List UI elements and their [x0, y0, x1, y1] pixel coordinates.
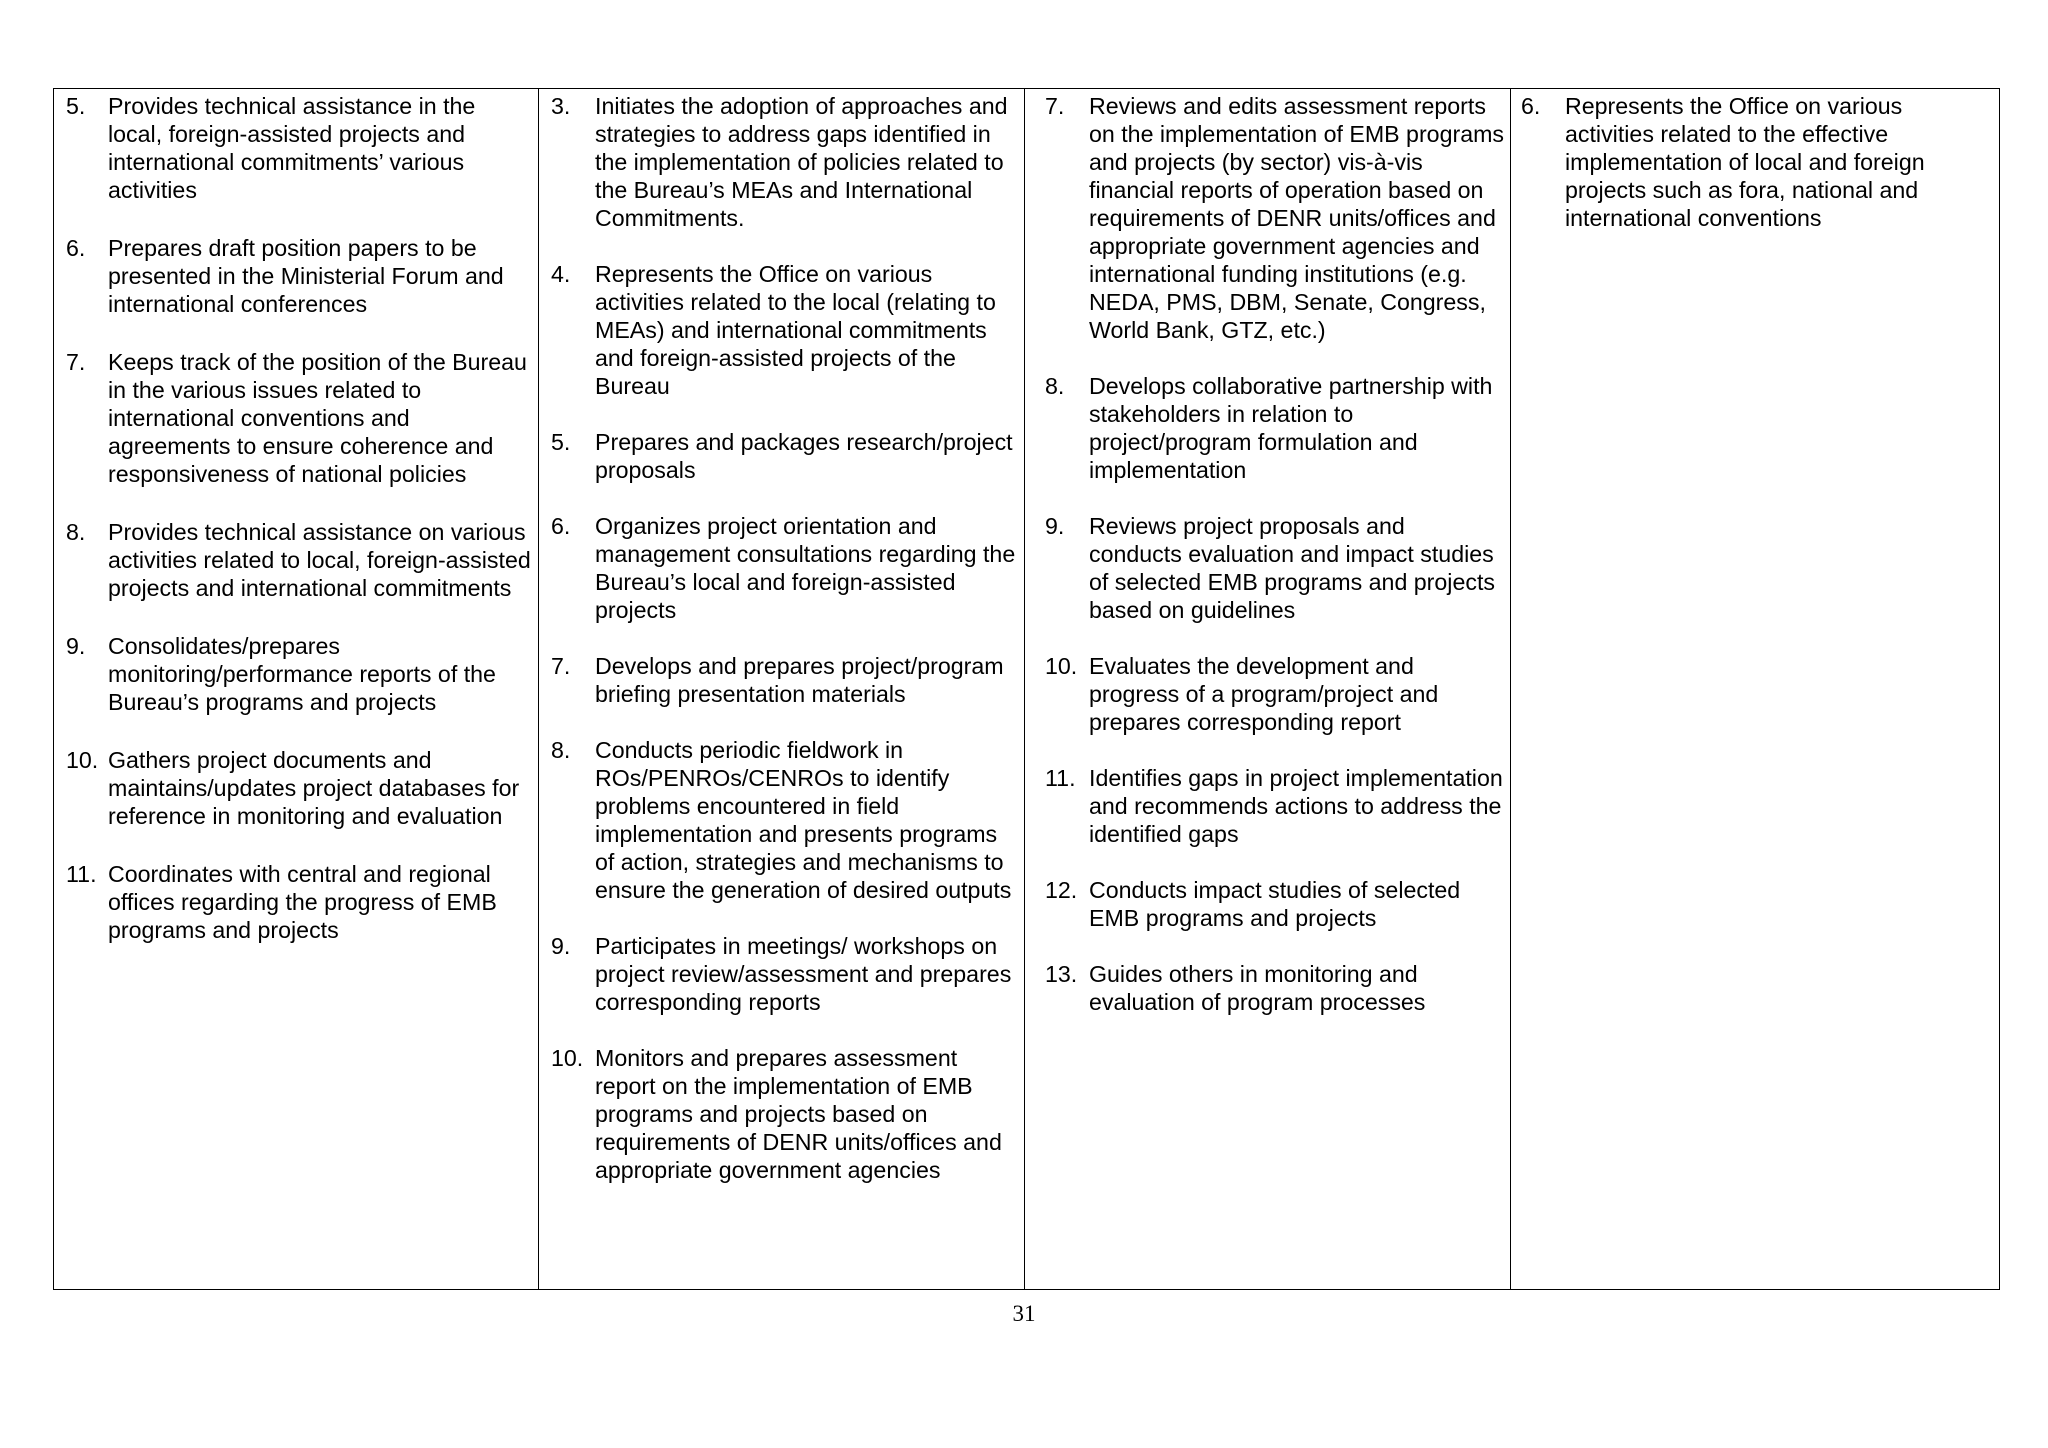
item-text: Reviews project proposals and conducts evaluation and impact studies of selected EMB programs and projects based on guidelines	[1089, 513, 1495, 623]
list-item	[1521, 92, 1993, 232]
item-number: 10.	[551, 1045, 584, 1071]
item-text: Prepares draft position papers to be presented in the Ministerial Forum and international conferences	[108, 235, 504, 317]
item-number: 9.	[1045, 513, 1065, 539]
list-item	[66, 746, 532, 830]
item-number: 6.	[551, 513, 571, 539]
item-text: Provides technical assistance in the local, foreign-assisted projects and international commitments’ various activities	[108, 93, 476, 203]
item-text: Participates in meetings/ workshops on project review/assessment and prepares corresponding reports	[595, 933, 1012, 1015]
list-item	[551, 428, 1016, 484]
item-number: 8.	[1045, 373, 1065, 399]
item-number: 4.	[551, 261, 571, 287]
item-number: 5.	[66, 93, 86, 119]
list-item	[551, 652, 1016, 708]
column-2-list	[539, 89, 1024, 1184]
item-number: 10.	[66, 747, 99, 773]
list-item	[1045, 92, 1504, 344]
item-number: 10.	[1045, 653, 1078, 679]
list-item	[1045, 960, 1504, 1016]
item-text: Develops and prepares project/program briefing presentation materials	[595, 653, 1004, 707]
list-item	[1045, 512, 1504, 624]
item-number: 6.	[66, 235, 86, 261]
list-item	[66, 518, 532, 602]
item-number: 7.	[1045, 93, 1065, 119]
item-text: Conducts periodic fieldwork in ROs/PENROs/CENROs to identify problems encountered in field implementation and presents programs of action, strategies and mechanisms to ensure the generation of desired outputs	[595, 737, 1012, 903]
list-item	[66, 860, 532, 944]
item-number: 9.	[66, 633, 86, 659]
item-number: 13.	[1045, 961, 1078, 987]
item-text: Represents the Office on various activities related to the local (relating to MEAs) and international commitments and foreign-assisted projects of the Bureau	[595, 261, 996, 399]
list-item	[551, 932, 1016, 1016]
list-item	[1045, 652, 1504, 736]
list-item	[66, 92, 532, 204]
item-text: Initiates the adoption of approaches and strategies to address gaps identified in the implementation of policies related to the Bureau’s MEAs and International Commitments.	[595, 93, 1008, 231]
column-3-cell	[1025, 89, 1511, 1290]
item-text: Guides others in monitoring and evaluation of program processes	[1089, 961, 1426, 1015]
list-item	[551, 92, 1016, 232]
item-number: 6.	[1521, 93, 1541, 119]
item-number: 7.	[551, 653, 571, 679]
item-text: Consolidates/prepares monitoring/performance reports of the Bureau’s programs and projects	[108, 633, 496, 715]
column-2-cell	[539, 89, 1025, 1290]
item-number: 8.	[551, 737, 571, 763]
list-item	[1045, 876, 1504, 932]
item-number: 11.	[1045, 765, 1076, 791]
list-item	[551, 260, 1016, 400]
item-number: 11.	[66, 861, 97, 887]
list-item	[1045, 764, 1504, 848]
list-item	[551, 736, 1016, 904]
item-text: Gathers project documents and maintains/updates project databases for reference in monitoring and evaluation	[108, 747, 520, 829]
item-text: Develops collaborative partnership with stakeholders in relation to project/program formulation and implementation	[1089, 373, 1493, 483]
item-number: 9.	[551, 933, 571, 959]
item-text: Monitors and prepares assessment report on the implementation of EMB programs and projects based on requirements of DENR units/offices and appropriate government agencies	[595, 1045, 1002, 1183]
table-row	[54, 89, 2000, 1290]
item-number: 12.	[1045, 877, 1078, 903]
item-number: 7.	[66, 349, 86, 375]
item-text: Keeps track of the position of the Bureau in the various issues related to international conventions and agreements to ensure coherence and responsiveness of national policies	[108, 349, 527, 487]
column-4-cell	[1511, 89, 2000, 1290]
list-item	[66, 348, 532, 488]
list-item	[1045, 372, 1504, 484]
list-item	[66, 234, 532, 318]
item-number: 8.	[66, 519, 86, 545]
list-item	[551, 512, 1016, 624]
item-text: Organizes project orientation and management consultations regarding the Bureau’s local and foreign-assisted projects	[595, 513, 1016, 623]
item-text: Identifies gaps in project implementation and recommends actions to address the identified gaps	[1089, 765, 1503, 847]
item-text: Conducts impact studies of selected EMB programs and projects	[1089, 877, 1461, 931]
item-text: Provides technical assistance on various activities related to local, foreign-assisted projects and international commitments	[108, 519, 531, 601]
item-text: Represents the Office on various activities related to the effective implementation of local and foreign projects such as fora, national and international conventions	[1565, 93, 1925, 231]
column-4-list	[1511, 89, 1999, 232]
column-3-list	[1025, 89, 1510, 1016]
item-text: Reviews and edits assessment reports on the implementation of EMB programs and projects (by sector) vis-à-vis financial reports of operation based on requirements of DENR units/offices and appropriate government agencies and international funding institutions (e.g. NEDA, PMS, DBM, Senate, Congress, World Bank, GTZ, etc.)	[1089, 93, 1504, 343]
column-1-list	[54, 89, 538, 944]
page-number: 31	[1012, 1301, 1036, 1326]
duties-table	[53, 88, 2000, 1290]
list-item	[66, 632, 532, 716]
item-text: Evaluates the development and progress of a program/project and prepares corresponding report	[1089, 653, 1439, 735]
item-number: 5.	[551, 429, 571, 455]
item-text: Prepares and packages research/project proposals	[595, 429, 1013, 483]
column-1-cell	[54, 89, 539, 1290]
item-text: Coordinates with central and regional offices regarding the progress of EMB programs and projects	[108, 861, 497, 943]
item-number: 3.	[551, 93, 571, 119]
list-item	[551, 1044, 1016, 1184]
